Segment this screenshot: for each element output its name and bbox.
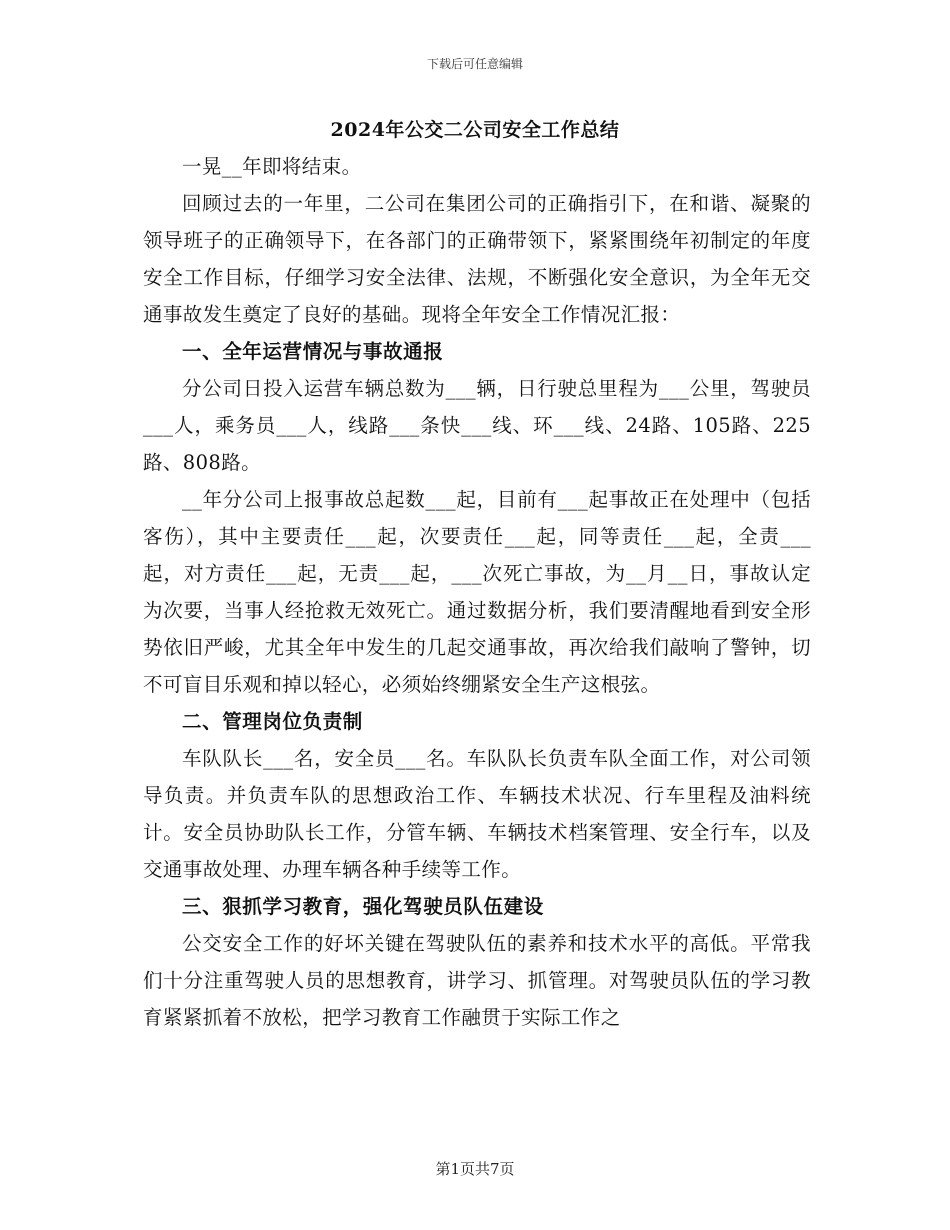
document-body (143, 148, 811, 1036)
section-heading-2: 二、管理岗位负责制 (182, 710, 363, 733)
paragraph-education: 公交安全工作的好坏关键在驾驶队伍的素养和技术水平的高低。平常我们十分注重驾驶人员的思想教育，讲学习、抓管理。对驾驶员队伍的学习教育紧紧抓着不放松，把学习教育工作融贯于实际工作之 (143, 932, 811, 1029)
paragraph-intro: 一晃__年即将结束。 (182, 155, 362, 178)
page-header-note: 下载后可任意编辑 (426, 57, 523, 71)
paragraph-operations: 分公司日投入运营车辆总数为___辆，日行驶总里程为___公里，驾驶员___人，乘务员___人，线路___条快___线、环___线、24路、105路、225路、808路。 (143, 377, 811, 474)
paragraph-accidents: __年分公司上报事故总起数___起，目前有___起事故正在处理中（包括客伤），其中主要责任___起，次要责任___起，同等责任___起，全责___起，对方责任___起，无责___起，___次死亡事故，为__月__日，事故认定为次要，当事人经抢救无效死亡。通过数据分析，我们要清醒地看到安全形势依旧严峻，尤其全年中发生的几起交通事故，再次给我们敲响了警钟，切不可盲目乐观和掉以轻心，必须始终绷紧安全生产这根弦。 (143, 488, 811, 696)
document-title: 2024年公交二公司安全工作总结 (330, 119, 620, 141)
section-heading-1: 一、全年运营情况与事故通报 (182, 340, 444, 363)
paragraph-responsibility: 车队队长___名，安全员___名。车队队长负责车队全面工作，对公司领导负责。并负责车队的思想政治工作、车辆技术状况、行车里程及油料统计。安全员协助队长工作，分管车辆、车辆技术档案管理、安全行车，以及交通事故处理、办理车辆各种手续等工作。 (143, 747, 811, 881)
page-number: 第1页共7页 (435, 1160, 515, 1178)
section-heading-3: 三、狠抓学习教育，强化驾驶员队伍建设 (182, 895, 544, 918)
paragraph-review: 回顾过去的一年里，二公司在集团公司的正确指引下，在和谐、凝聚的领导班子的正确领导下，在各部门的正确带领下，紧紧围绕年初制定的年度安全工作目标，仔细学习安全法律、法规，不断强化安全意识，为全年无交通事故发生奠定了良好的基础。现将全年安全工作情况汇报： (143, 192, 811, 326)
